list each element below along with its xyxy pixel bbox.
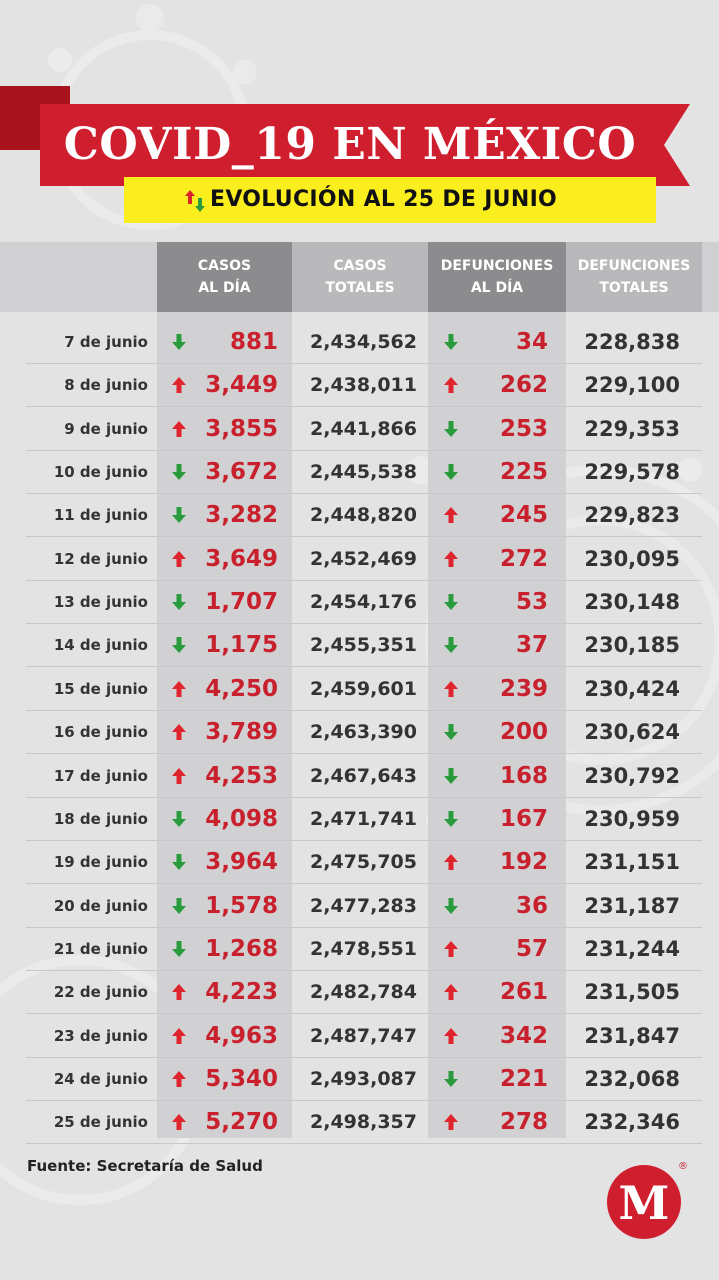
table-row — [26, 451, 702, 494]
arrow-up-icon — [444, 377, 458, 393]
casos-al-dia-value: 4,253 — [205, 762, 278, 789]
arrow-down-icon — [444, 464, 458, 480]
arrow-down-icon — [444, 768, 458, 784]
row-date: 12 de junio — [53, 549, 148, 568]
table-row — [26, 841, 702, 884]
arrow-up-icon — [172, 551, 186, 567]
casos-al-dia-value: 3,449 — [205, 372, 278, 399]
defunciones-totales-value: 232,346 — [584, 1110, 680, 1135]
defunciones-totales-value: 232,068 — [584, 1066, 680, 1091]
casos-al-dia-value: 4,223 — [205, 979, 278, 1006]
arrow-up-icon — [172, 377, 186, 393]
header-defunciones-totales — [566, 242, 702, 312]
table-row — [26, 885, 702, 928]
defunciones-totales-value: 230,424 — [584, 676, 680, 701]
casos-al-dia-value: 1,578 — [205, 892, 278, 919]
arrow-up-icon — [172, 1071, 186, 1087]
arrow-down-icon — [444, 637, 458, 653]
defunciones-totales-value: 230,624 — [584, 720, 680, 745]
row-date: 13 de junio — [53, 593, 148, 612]
defunciones-al-dia-value: 272 — [499, 545, 548, 572]
casos-totales-value: 2,487,747 — [310, 1024, 417, 1047]
row-date: 17 de junio — [53, 766, 148, 785]
registered-mark: ® — [678, 1161, 688, 1172]
arrow-down-icon — [172, 637, 186, 653]
arrow-down-icon — [172, 507, 186, 523]
arrow-up-icon — [444, 551, 458, 567]
table-row — [26, 755, 702, 798]
row-date: 14 de junio — [53, 636, 148, 655]
table-row — [26, 364, 702, 407]
defunciones-al-dia-value: 245 — [499, 502, 548, 529]
casos-totales-value: 2,459,601 — [310, 677, 417, 700]
defunciones-al-dia-value: 36 — [515, 892, 548, 919]
header-casos-totales — [292, 242, 428, 312]
defunciones-al-dia-value: 53 — [515, 589, 548, 616]
defunciones-al-dia-value: 37 — [515, 632, 548, 659]
casos-al-dia-value: 3,282 — [205, 502, 278, 529]
casos-totales-value: 2,463,390 — [310, 721, 417, 744]
casos-totales-value: 2,454,176 — [310, 591, 417, 614]
arrow-down-icon — [172, 464, 186, 480]
table-row — [26, 798, 702, 841]
arrow-up-icon — [172, 1114, 186, 1130]
defunciones-al-dia-value: 57 — [515, 935, 548, 962]
header-casos-al-dia — [157, 242, 292, 312]
casos-totales-value: 2,471,741 — [310, 807, 417, 830]
table-row — [26, 624, 702, 667]
defunciones-al-dia-value: 225 — [499, 459, 548, 486]
table-row — [26, 1015, 702, 1058]
defunciones-al-dia-value: 34 — [515, 329, 548, 355]
table-row — [26, 668, 702, 711]
casos-totales-value: 2,441,866 — [310, 417, 417, 440]
table-row — [26, 711, 702, 754]
source-note: Fuente: Secretaría de Salud — [27, 1157, 263, 1175]
casos-totales-value: 2,455,351 — [310, 634, 417, 657]
arrow-up-icon — [444, 681, 458, 697]
header-line: DEFUNCIONES — [577, 258, 691, 274]
header-line: TOTALES — [325, 280, 395, 296]
defunciones-al-dia-value: 167 — [499, 805, 548, 832]
arrow-up-icon — [444, 1028, 458, 1044]
arrow-down-icon — [172, 898, 186, 914]
casos-totales-value: 2,498,357 — [310, 1111, 417, 1134]
arrow-down-icon — [172, 334, 186, 350]
milenio-logo-icon — [606, 1158, 688, 1240]
defunciones-al-dia-value: 200 — [499, 719, 548, 746]
logo-letter: M — [618, 1176, 670, 1230]
header-line: CASOS — [333, 258, 387, 274]
arrow-up-icon — [444, 507, 458, 523]
defunciones-al-dia-value: 262 — [499, 372, 548, 399]
casos-al-dia-value: 3,964 — [205, 849, 278, 876]
row-date: 16 de junio — [53, 723, 148, 742]
defunciones-al-dia-value: 168 — [499, 762, 548, 789]
defunciones-totales-value: 230,148 — [584, 590, 680, 615]
casos-al-dia-value: 3,789 — [205, 719, 278, 746]
casos-totales-value: 2,438,011 — [310, 374, 417, 397]
defunciones-al-dia-value: 221 — [499, 1065, 548, 1092]
header-defunciones-al-dia — [428, 242, 566, 312]
defunciones-totales-value: 231,187 — [584, 893, 680, 918]
arrow-up-icon — [172, 1028, 186, 1044]
row-date: 25 de junio — [53, 1113, 148, 1132]
casos-totales-value: 2,478,551 — [310, 937, 417, 960]
defunciones-al-dia-value: 342 — [499, 1022, 548, 1049]
casos-totales-value: 2,452,469 — [310, 547, 417, 570]
casos-al-dia-value: 3,649 — [205, 545, 278, 572]
defunciones-al-dia-value: 192 — [499, 849, 548, 876]
arrow-down-icon — [444, 594, 458, 610]
table-row — [26, 321, 702, 364]
casos-totales-value: 2,482,784 — [310, 981, 417, 1004]
row-date: 10 de junio — [53, 463, 148, 482]
casos-al-dia-value: 881 — [229, 329, 278, 355]
casos-totales-value: 2,467,643 — [310, 764, 417, 787]
defunciones-totales-value: 229,823 — [584, 503, 680, 528]
arrow-up-icon — [444, 1114, 458, 1130]
header-line: DEFUNCIONES — [440, 258, 554, 274]
defunciones-totales-value: 230,959 — [584, 806, 680, 831]
defunciones-totales-value: 230,185 — [584, 633, 680, 658]
header-line: CASOS — [197, 258, 252, 274]
row-date: 20 de junio — [53, 896, 148, 915]
casos-totales-value: 2,493,087 — [310, 1067, 417, 1090]
casos-totales-value: 2,445,538 — [310, 461, 417, 484]
row-date: 22 de junio — [53, 983, 148, 1002]
casos-totales-value: 2,448,820 — [310, 504, 417, 527]
casos-al-dia-value: 1,707 — [205, 589, 278, 616]
arrow-down-icon — [444, 724, 458, 740]
header-line: AL DÍA — [470, 280, 524, 296]
arrow-up-icon — [172, 421, 186, 437]
page-title: COVID_19 EN MÉXICO — [63, 119, 637, 170]
row-date: 21 de junio — [53, 939, 148, 958]
casos-al-dia-value: 1,268 — [205, 935, 278, 962]
arrow-up-icon — [172, 681, 186, 697]
table-row — [26, 1101, 702, 1144]
table-row — [26, 494, 702, 537]
row-date: 24 de junio — [53, 1069, 148, 1088]
defunciones-totales-value: 231,847 — [584, 1023, 680, 1048]
arrow-down-icon — [172, 854, 186, 870]
arrow-up-icon — [444, 941, 458, 957]
defunciones-al-dia-value: 253 — [499, 415, 548, 442]
table-row — [26, 581, 702, 624]
arrow-down-icon — [444, 334, 458, 350]
defunciones-totales-value: 230,095 — [584, 546, 680, 571]
header-line: TOTALES — [599, 280, 669, 296]
table-row — [26, 538, 702, 581]
casos-al-dia-value: 4,250 — [205, 675, 278, 702]
arrow-down-icon — [172, 594, 186, 610]
arrow-up-icon — [172, 768, 186, 784]
casos-totales-value: 2,477,283 — [310, 894, 417, 917]
defunciones-al-dia-value: 239 — [499, 675, 548, 702]
casos-al-dia-value: 1,175 — [205, 632, 278, 659]
subtitle: EVOLUCIÓN AL 25 DE JUNIO — [210, 187, 558, 212]
arrow-down-icon — [444, 1071, 458, 1087]
defunciones-al-dia-value: 261 — [499, 979, 548, 1006]
defunciones-totales-value: 231,244 — [584, 936, 680, 961]
table-row — [26, 928, 702, 971]
arrow-down-icon — [172, 941, 186, 957]
arrow-up-icon — [444, 854, 458, 870]
row-date: 8 de junio — [64, 376, 148, 395]
row-date: 19 de junio — [53, 853, 148, 872]
trend-arrows-icon — [183, 188, 207, 214]
arrow-down-icon — [172, 811, 186, 827]
header-line: AL DÍA — [198, 280, 251, 296]
row-date: 15 de junio — [53, 679, 148, 698]
defunciones-totales-value: 231,151 — [584, 850, 680, 875]
table-row — [26, 408, 702, 451]
row-date: 23 de junio — [53, 1026, 148, 1045]
casos-totales-value: 2,434,562 — [310, 331, 417, 353]
defunciones-totales-value: 228,838 — [584, 330, 680, 354]
defunciones-al-dia-value: 278 — [499, 1109, 548, 1136]
row-date: 11 de junio — [53, 506, 148, 525]
arrow-up-icon — [444, 984, 458, 1000]
casos-al-dia-value: 5,270 — [205, 1109, 278, 1136]
defunciones-totales-value: 229,578 — [584, 460, 680, 485]
defunciones-totales-value: 231,505 — [584, 980, 680, 1005]
casos-totales-value: 2,475,705 — [310, 851, 417, 874]
arrow-up-icon — [172, 724, 186, 740]
arrow-up-icon — [172, 984, 186, 1000]
row-date: 9 de junio — [64, 419, 148, 438]
casos-al-dia-value: 4,098 — [205, 805, 278, 832]
table-row — [26, 971, 702, 1014]
row-date: 18 de junio — [53, 809, 148, 828]
defunciones-totales-value: 230,792 — [584, 763, 680, 788]
defunciones-totales-value: 229,100 — [584, 373, 680, 398]
arrow-down-icon — [444, 898, 458, 914]
row-date: 7 de junio — [64, 333, 148, 351]
casos-al-dia-value: 4,963 — [205, 1022, 278, 1049]
arrow-down-icon — [444, 811, 458, 827]
casos-al-dia-value: 3,855 — [205, 415, 278, 442]
defunciones-totales-value: 229,353 — [584, 416, 680, 441]
arrow-down-icon — [444, 421, 458, 437]
table-row — [26, 1058, 702, 1101]
casos-al-dia-value: 3,672 — [205, 459, 278, 486]
casos-al-dia-value: 5,340 — [205, 1065, 278, 1092]
